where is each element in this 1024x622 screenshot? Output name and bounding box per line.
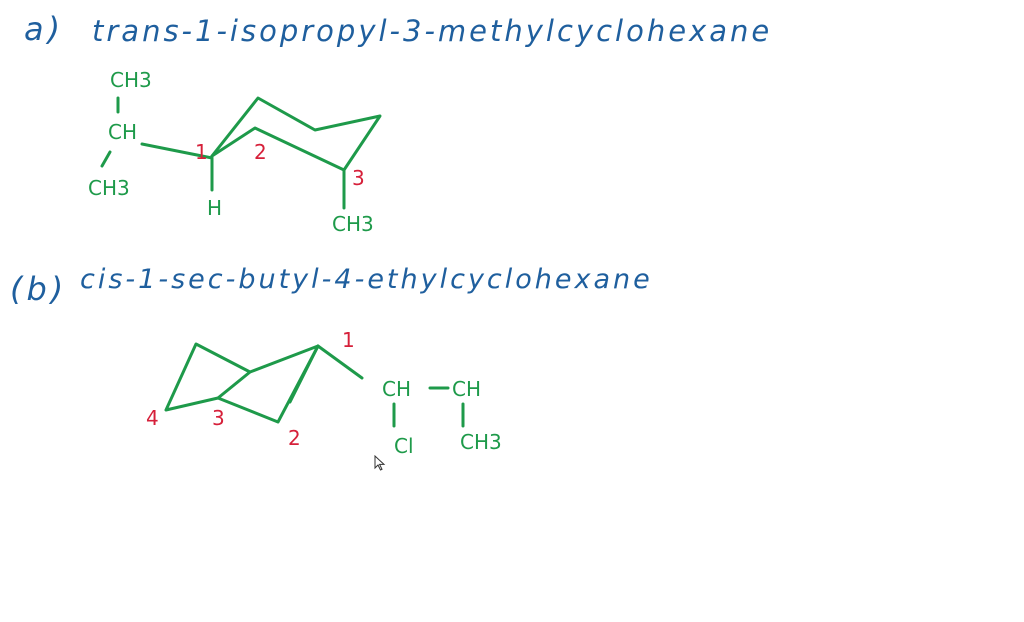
group-ch-2: CH (452, 377, 482, 401)
group-h: H (207, 196, 223, 220)
mouse-pointer-icon (374, 455, 386, 471)
ring-a-front (212, 128, 344, 170)
part-b-label: (b) (10, 270, 68, 308)
part-a-compound-name: trans-1-isopropyl-3-methylcyclohexane (92, 14, 773, 48)
carbon-number-2: 2 (288, 426, 301, 450)
group-ch3-top: CH3 (110, 68, 152, 92)
ch-ch3-bond-bottom (102, 152, 110, 166)
ring-b-inner (218, 346, 318, 402)
ring-b-outline (166, 344, 318, 422)
group-cl: Cl (394, 434, 414, 458)
group-ch: CH (108, 120, 138, 144)
sec-butyl-bond (318, 346, 362, 378)
group-ch3-c3: CH3 (332, 212, 374, 236)
ring-a-back (212, 98, 380, 170)
group-ch3-bottom: CH3 (88, 176, 130, 200)
cyclohexane-chair-b (166, 344, 463, 426)
carbon-number-3: 3 (352, 166, 365, 190)
group-ch3: CH3 (460, 430, 502, 454)
carbon-number-2: 2 (254, 140, 267, 164)
carbon-number-3: 3 (212, 406, 225, 430)
carbon-number-1: 1 (195, 140, 208, 164)
part-a-label: a) (24, 10, 65, 48)
carbon-number-4: 4 (146, 406, 159, 430)
carbon-number-1: 1 (342, 328, 355, 352)
part-b-compound-name: cis-1-sec-butyl-4-ethylcyclohexane (80, 264, 653, 295)
group-ch-1: CH (382, 377, 412, 401)
cyclohexane-chair-a (102, 98, 380, 208)
